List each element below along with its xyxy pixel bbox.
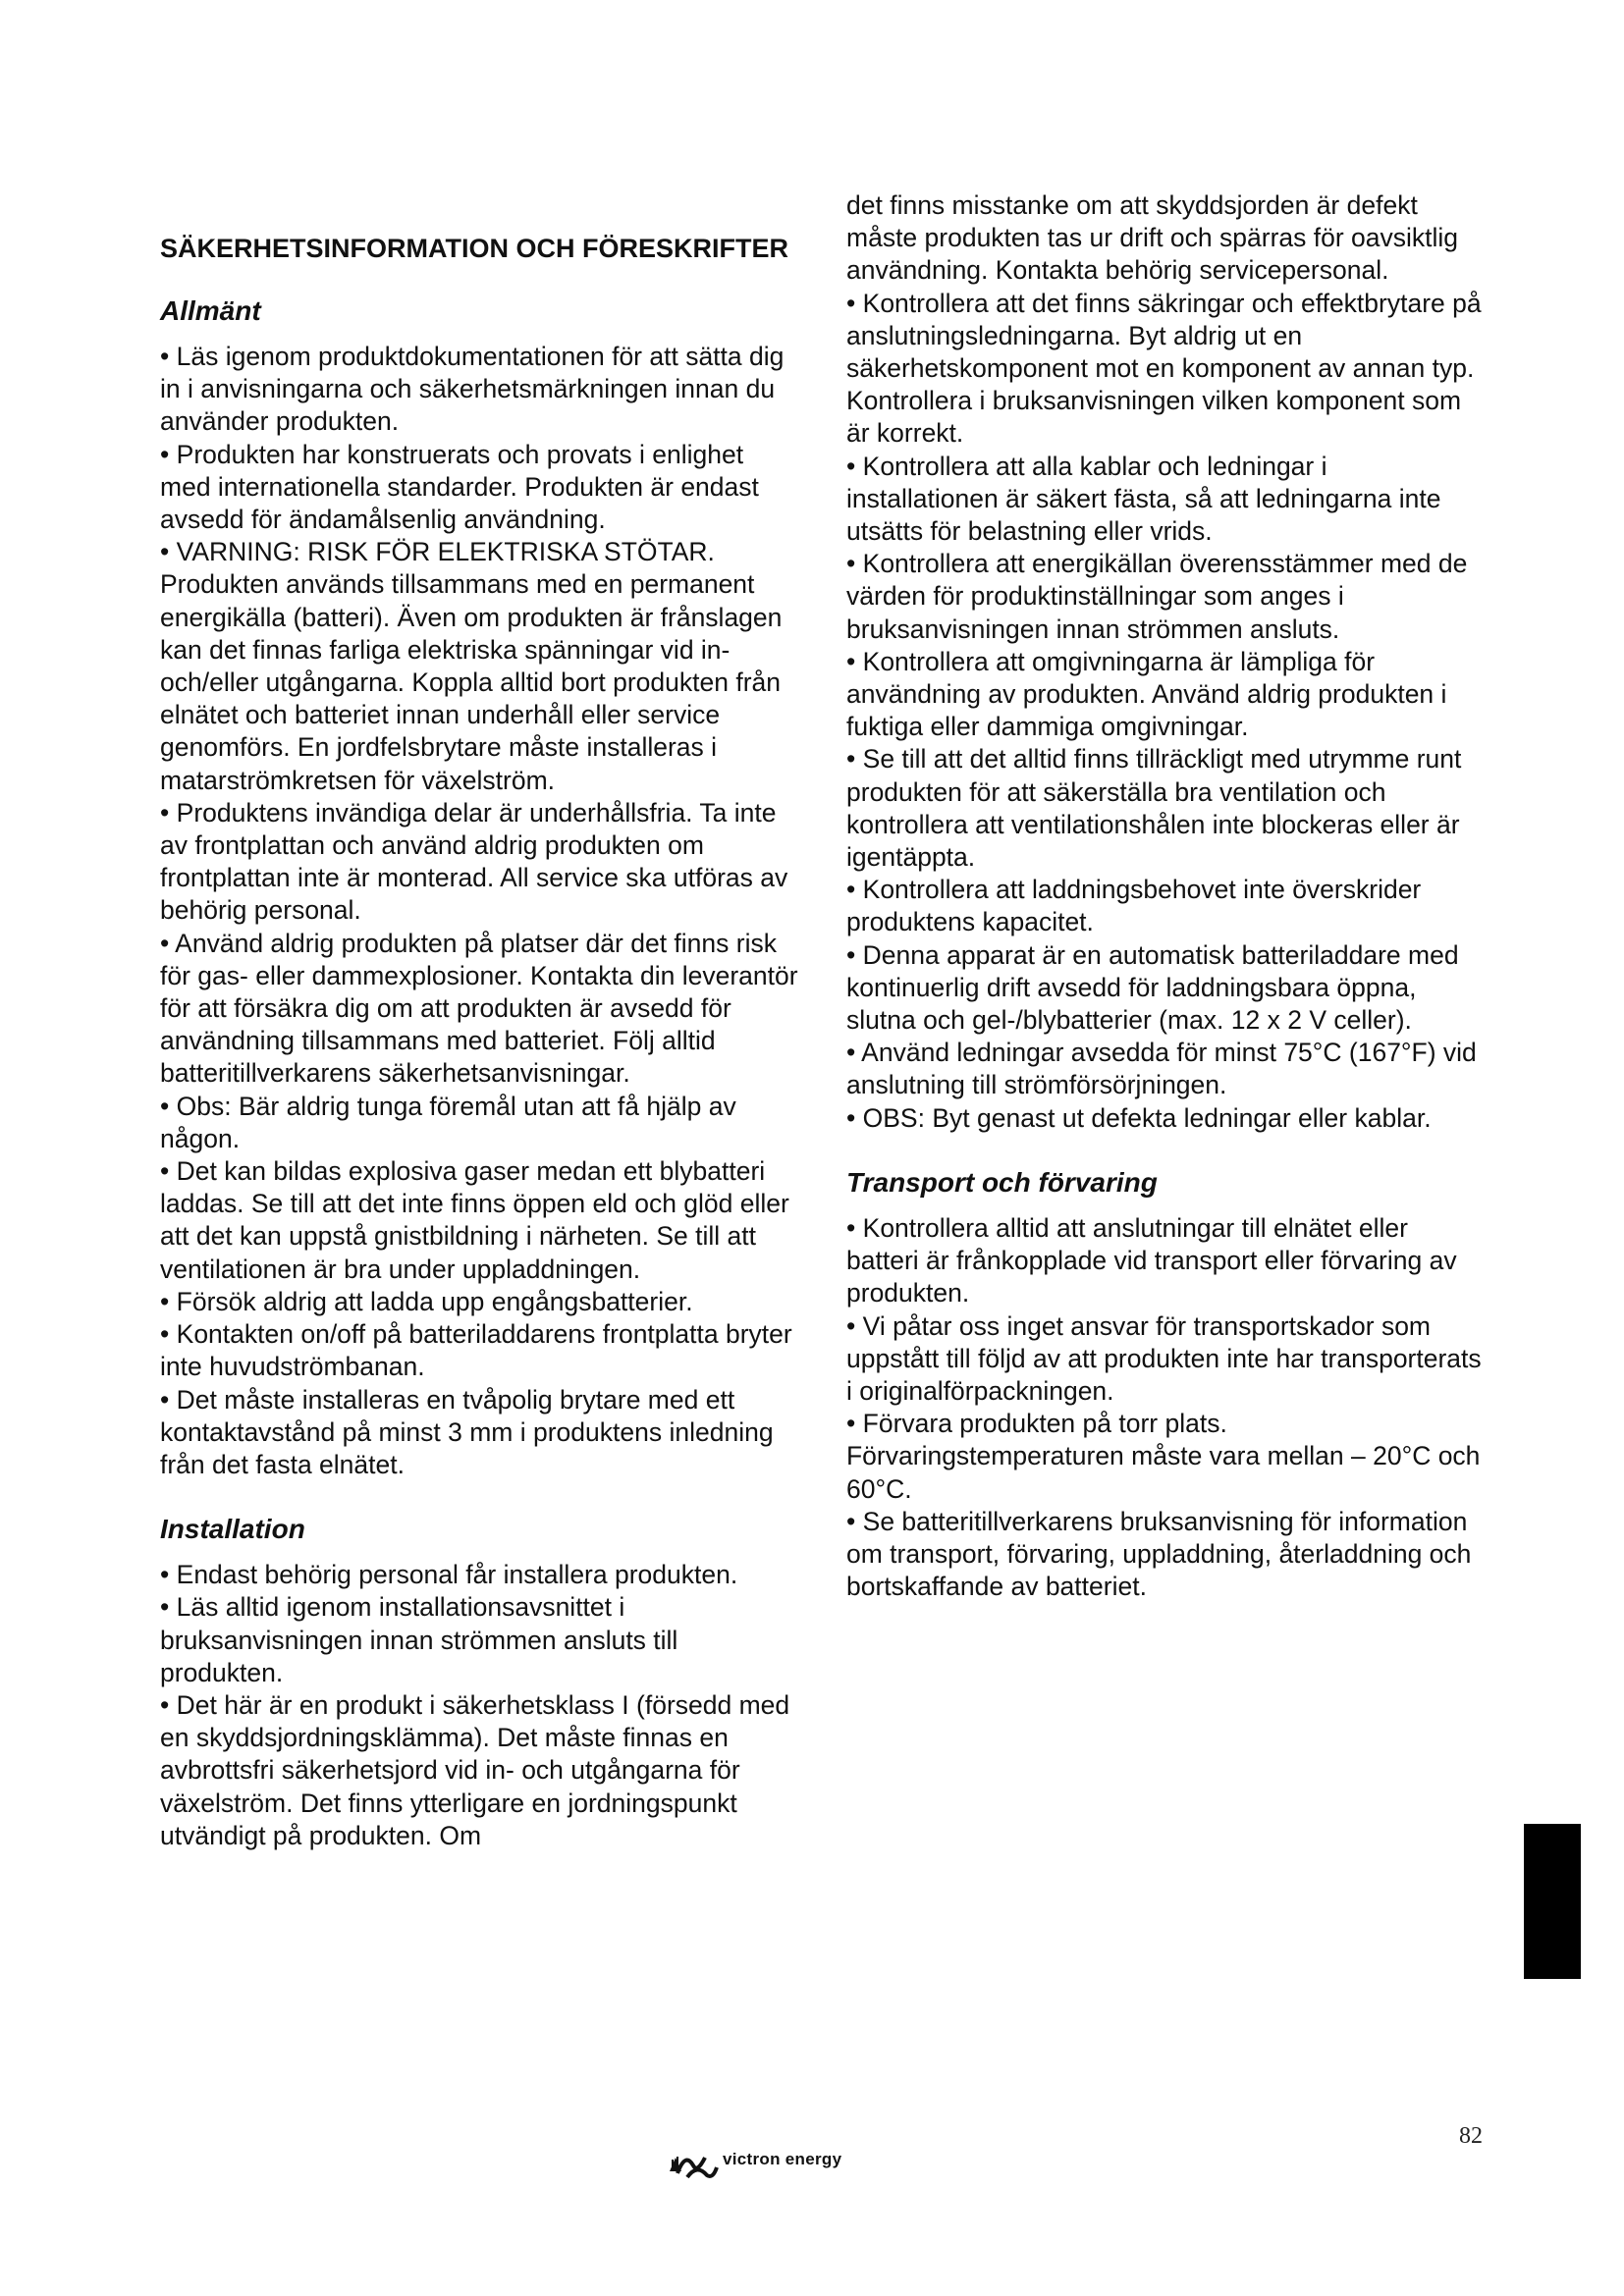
installation-continued-2: • Kontrollera att det finns säkringar och effektbrytare på anslutningsledningarna. Byt aldrig ut en säkerhetskomponent mot en komponent av annan typ. Kontrollera i bruksanvisningen vilken komponent som är korrekt. [846,288,1482,449]
victron-logo-icon [668,2148,719,2181]
footer-logo [668,2148,841,2183]
general-item-3: • VARNING: RISK FÖR ELEKTRISKA STÖTAR. Produkten används tillsammans med en permanent energikälla (batteri). Även om produkten är frånslagen kan det finnas farliga elektriska spänningar vid in- och/eller utgångarna. Koppla alltid bort produkten från elnätet och batteriet innan underhåll eller service genomförs. En jordfelsbrytare måste installeras i matarströmkretsen för växelström. [160,537,783,795]
installation-item-2: • Läs alltid igenom installationsavsnittet i bruksanvisningen innan strömmen ansluts till produkten. [160,1592,678,1687]
installation-item-3: • Det här är en produkt i säkerhetsklass I (försedd med en skyddsjordningsklämma). Det måste finnas en avbrottsfri säkerhetsjord vid in- och utgångarna för växelström. Det finns ytterligare en jordningspunkt utvändigt på produkten. Om [160,1689,790,1850]
general-item-1: • Läs igenom produktdokumentationen för att sätta dig in i anvisningarna och säkerhetsmärkningen innan du använder produkten. [160,342,785,437]
installation-continued-6: • Se till att det alltid finns tillräckligt med utrymme runt produkten för att säkerställa bra ventilation och kontrollera att ventilationshålen inte blockeras eller är igentäppta. [846,744,1462,873]
installation-continued-8: • Denna apparat är en automatisk batteriladdare med kontinuerlig drift avsedd för laddningsbara öppna, slutna och gel-/blybatterier (max. 12 x 2 V celler). [846,939,1459,1036]
installation-continued-3: • Kontrollera att alla kablar och ledningar i installationen är säkert fästa, så att ledningarna inte utsätts för belastning eller vrids. [846,451,1441,547]
general-item-10: • Det måste installeras en tvåpolig brytare med ett kontaktavstånd på minst 3 mm i produktens inledning från det fasta elnätet. [160,1384,774,1479]
installation-continued-7: • Kontrollera att laddningsbehovet inte överskrider produktens kapacitet. [846,875,1422,937]
installation-item-1: • Endast behörig personal får installera produkten. [160,1560,738,1590]
general-item-2: • Produkten har konstruerats och provats i enlighet med internationella standarder. Produkten är endast avsedd för ändamålsenlig användning. [160,439,759,535]
page-number: 82 [1459,2123,1483,2149]
language-tab-marker [1524,1824,1581,1979]
section-heading-general: Allmänt [160,295,261,326]
general-item-8: • Försök aldrig att ladda upp engångsbatterier. [160,1286,693,1316]
general-item-5: • Använd aldrig produkten på platser där det finns risk för gas- eller dammexplosioner. Kontakta din leverantör för att försäkra dig om att produkten är avsedd för användning tillsammans med batteriet. Följ alltid batteritillverkarens säkerhetsanvisningar. [160,928,798,1089]
left-column [160,233,798,1852]
general-item-6: • Obs: Bär aldrig tunga föremål utan att få hjälp av någon. [160,1091,736,1153]
installation-continued-1: det finns misstanke om att skyddsjorden är defekt måste produkten tas ur drift och spärras för oavsiktlig användning. Kontakta behörig servicepersonal. [846,190,1459,286]
right-column [846,189,1485,1603]
general-item-4: • Produktens invändiga delar är underhållsfria. Ta inte av frontplattan och använd aldrig produkten om frontplattan inte är monterad. All service ska utföras av behörig personal. [160,797,788,926]
general-item-7: • Det kan bildas explosiva gaser medan ett blybatteri laddas. Se till att det inte finns öppen eld och glöd eller att det kan uppstå gnistbildning i närheten. Se till att ventilationen är bra under uppladdningen. [160,1156,789,1284]
transport-item-3: • Förvara produkten på torr plats. Förvaringstemperaturen måste vara mellan – 20°C och 60°C. [846,1409,1481,1504]
installation-continued-9: • Använd ledningar avsedda för minst 75°C (167°F) vid anslutning till strömförsörjningen. [846,1038,1477,1100]
transport-item-4: • Se batteritillverkarens bruksanvisning för information om transport, förvaring, uppladdning, återladdning och bortskaffande av batteriet. [846,1506,1472,1602]
page-title: SÄKERHETSINFORMATION OCH FÖRESKRIFTER [160,234,788,263]
installation-continued-4: • Kontrollera att energikällan överensstämmer med de värden för produktinställningar som anges i bruksanvisningen innan strömmen ansluts. [846,549,1468,644]
installation-continued-10: • OBS: Byt genast ut defekta ledningar eller kablar. [846,1102,1432,1133]
installation-continued-5: • Kontrollera att omgivningarna är lämpliga för användning av produkten. Använd aldrig produkten i fuktiga eller dammiga omgivningar. [846,646,1447,742]
transport-item-1: • Kontrollera alltid att anslutningar till elnätet eller batteri är frånkopplade vid transport eller förvaring av produkten. [846,1212,1457,1308]
general-item-9: • Kontakten on/off på batteriladdarens frontplatta bryter inte huvudströmbanan. [160,1319,792,1382]
section-heading-installation: Installation [160,1514,305,1545]
section-heading-transport: Transport och förvaring [846,1166,1158,1198]
transport-item-2: • Vi påtar oss inget ansvar för transportskador som uppstått till följd av att produkten inte har transporterats i originalförpackningen. [846,1310,1482,1406]
footer-brand: victron energy [723,2150,842,2168]
